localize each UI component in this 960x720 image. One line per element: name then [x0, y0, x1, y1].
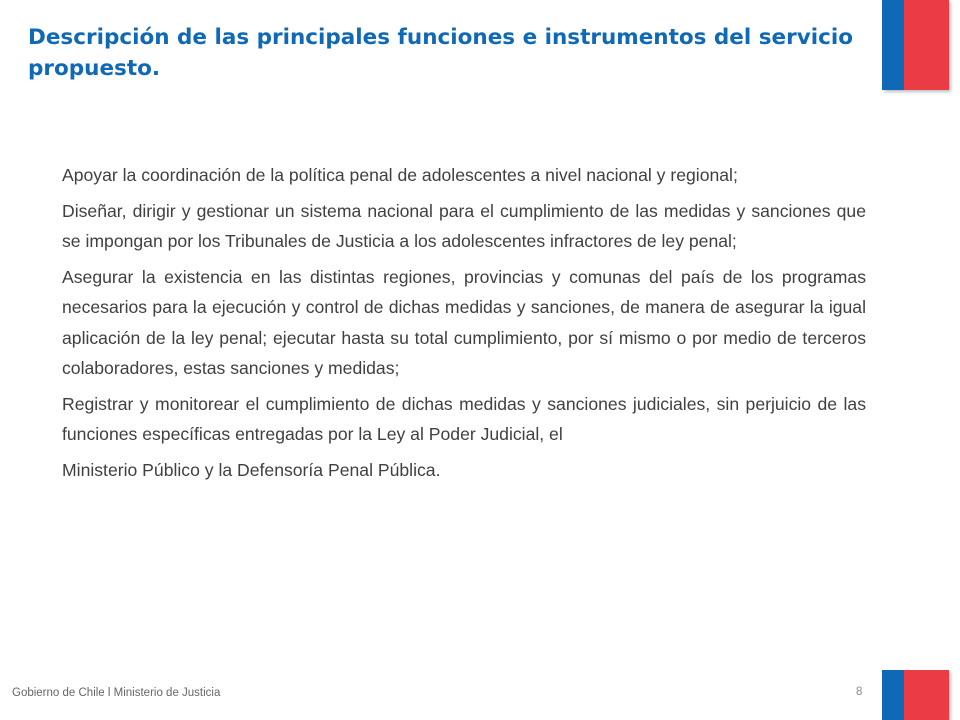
paragraph-monitoring: Registrar y monitorear el cumplimiento de dichas medidas y sanciones judiciales, sin perjuicio de las funciones específicas entregadas por la Ley al Poder Judicial, el: [62, 393, 866, 444]
slide-title: Descripción de las principales funciones e instrumentos del servicio propuesto.: [28, 25, 853, 81]
paragraph-programs: Asegurar la existencia en las distintas regiones, provincias y comunas del país de los programas necesarios para la ejecución y control de dichas medidas y sanciones, de manera de asegurar la igual aplicación de la ley penal; ejecutar hasta su total cumplimiento, por sí mismo o por medio de terceros colaboradores, estas sanciones y medidas;: [62, 266, 866, 378]
paragraph-monitoring-continued: Ministerio Público y la Defensoría Penal Pública.: [62, 459, 441, 480]
footer-text: Gobierno de Chile l Ministerio de Justicia: [12, 687, 221, 699]
chile-flag-bar-top: [882, 0, 949, 90]
slide-body: [62, 160, 866, 490]
flag-red-stripe: [904, 670, 949, 720]
flag-blue-stripe: [882, 670, 904, 720]
chile-flag-bar-bottom: [882, 670, 949, 720]
paragraph-national-system: Diseñar, dirigir y gestionar un sistema nacional para el cumplimiento de las medidas y sanciones que se impongan por los Tribunales de Justicia a los adolescentes infractores de ley penal;: [62, 200, 866, 251]
flag-red-stripe: [904, 0, 949, 90]
paragraph-coordination: Apoyar la coordinación de la política penal de adolescentes a nivel nacional y regional;: [62, 165, 738, 185]
page-number: 8: [856, 686, 863, 698]
flag-blue-stripe: [882, 0, 904, 90]
